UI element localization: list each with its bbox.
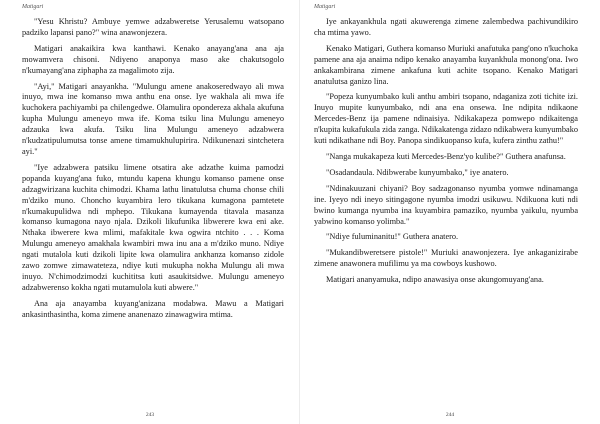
right-page [300,0,600,424]
paragraph: "Iye adzabwera patsiku limene otsatira ake adzathe kuima pamodzi popanda kuyang'ana fuko, mtundu kapena khungu komanso pamene onse adzagwirizana kuchita chimodzi. Khama lathu linatulutsa chuma chonse chili m'dziko muno. Choncho kuyambira lero tikukana kumagona pamtetete n'kumakupulidwa ndi mphepo. Tikukana kumayenda titavala masanza komanso kumagona nayo njala. Dzikoli likufunika libwerere kwa eni ake. Nthaka ibwerere kwa mlimi, mafakitale kwa ogwira ntchito . . . Koma Mulungu ameneyo amakhala kwambiri mwa inu ana a m'dziko muno. Ndiye ngati mutalola kuti dzikoli lipite kwa olamulira ankhanza komanso zidole zawo zomwe zimawateteza, ndiye kuti mukupha nokha Mulungu ali mwa inuyo. N'chimodzimodzi kuchititsa kuti asaukitsidwe. Mulungu ameneyo adzabwerenso kokha ngati mutamulola kuti abwere." [22,162,284,292]
paragraph: "Nanga mukakapeza kuti Mercedes-Benz'yo kulibe?" Guthera anafunsa. [326,151,566,161]
paragraph: "Ndinakuuzani chiyani? Boy sadzagonanso nyumba yomwe ndinamanga ine. Iyeyo ndi ineyo sitingagone nyumba imodzi usikuwu. Ndikuona kuti ndi bwino kumanga nyumba ina kuyambira pamaziko, nyumba yaikulu, nyumba yabwino komanso yolimba." [314,183,578,226]
paragraph: "Popeza kunyumbako kuli anthu ambiri tsopano, ndaganiza zoti tichite izi. Inuyo mupite kunyumbako, ndi ana ena onsewa. Ine ndipita ndikaone Mercedes-Benz ija pamene ndinaisiya. Ndikakapeza pomwepo ndikaitenga n'kupita kukafukula zida zanga. Ndikakatenga zidazo ndikabwera kunyumbako kuti ndikathane ndi Boy. Panopa sindikuopanso kufa, kufera zinthu zathu!" [314,92,578,146]
paragraph: Matigari anakaikira kwa kanthawi. Kenako anayang'ana ana aja mowamvera chisoni. Ndiyeno anaponya maso ake chakutsogolo n'kumayang'ana ziphapha za magalimoto zija. [22,43,284,75]
paragraph: "Mukandibweretsere pistole!" Muriuki anawonjezera. Iye ankaganizirabe zimene anawonera mufilimu ya ma cowboys kushowo. [314,248,578,269]
right-page-text [314,17,578,291]
paragraph: "Ayi," Matigari anayankha. "Mulungu amene anakoseredwayo ali mwa inuyo, mwa ine komanso mwa anthu ena onse. Iye wakhala ali mwa ife kuchokera pachiyambi pa chilengedwe. Olamulira opondereza akhala akufuna kupha Mulungu ameneyo mwa ife. Koma tsiku lina Mulungu ameneyo adzauka kwa akufa. Tsiku lina Mulungu ameneyo adzabwera n'kudzatipulumutsa tonse amene timamukhulupirira. Ndikunenazi sintchetera ayi." [22,81,284,156]
right-page-number: 244 [445,412,455,418]
left-running-head: Matigari [22,4,44,10]
paragraph: Ana aja anayamba kuyang'anizana modabwa. Mawu a Matigari ankasinthasintha, koma zimene ananenazo zinawagwira mtima. [22,298,284,319]
paragraph: Matigari ananyamuka, ndipo anawasiya onse akungomuyang'ana. [326,275,544,285]
paragraph: "Osadandaula. Ndibwerabe kunyumbako," iye anatero. [326,167,509,177]
right-running-head: Matigari [314,4,336,10]
left-page-text [22,17,284,326]
paragraph: "Ndiye fuluminanitu!" Guthera anatero. [326,232,459,242]
paragraph: Iye ankayankhula ngati akuwerenga zimene zalembedwa pachivundikiro cha mtima yawo. [314,17,578,37]
left-page-number: 243 [145,412,155,418]
paragraph: Kenako Matigari, Guthera komanso Muriuki anafutuka pang'ono n'kuchoka pamene ana aja anaima ndipo kenako anayamba kuyankhula monong'ona. Iwo ankakambirana zimene ankafuna kuti achite tsopano. Kenako Matigari anatulutsa ganizo lina. [314,43,578,86]
paragraph: "Yesu Khristu? Ambuye yemwe adzabweretse Yerusalemu watsopano padziko lapansi pano?" wina anawonjezera. [22,17,284,37]
